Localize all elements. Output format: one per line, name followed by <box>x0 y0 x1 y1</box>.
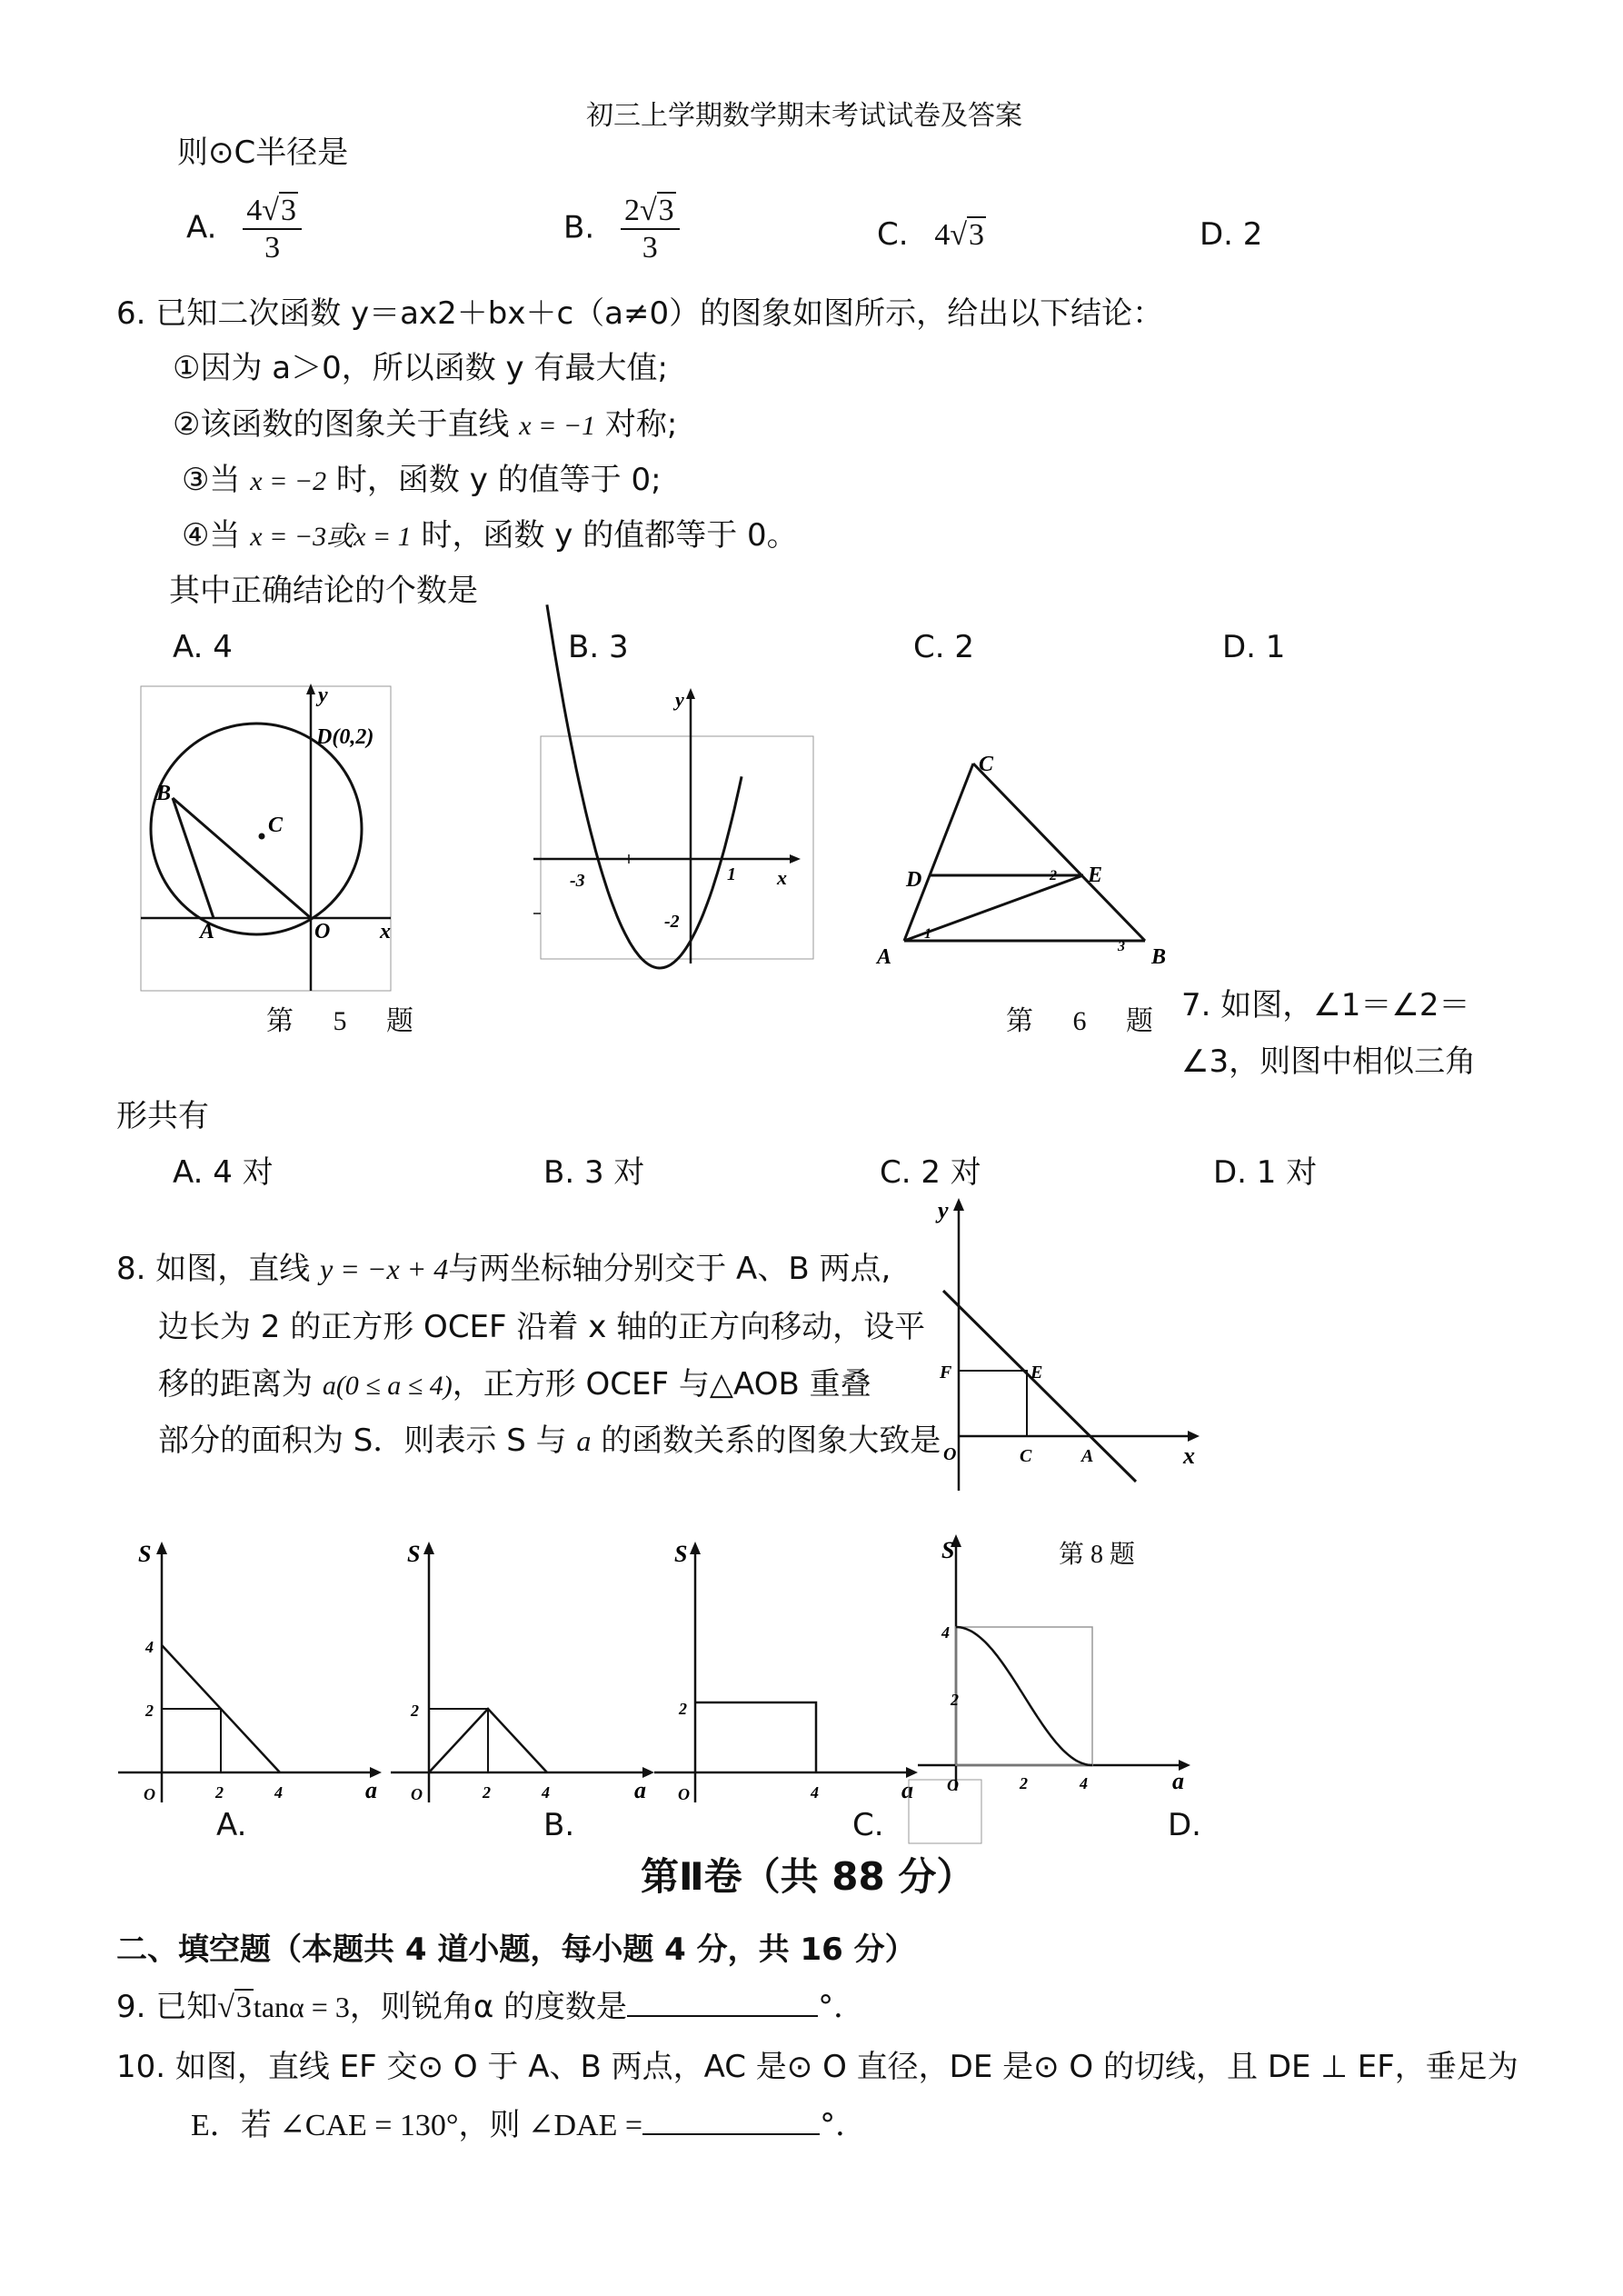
q5-option-d: D. 2 <box>1200 216 1263 253</box>
graph-d-a-label: a <box>1172 1768 1184 1794</box>
q8-option-c: C. <box>852 1807 884 1843</box>
graph-b-a-label: a <box>634 1777 646 1803</box>
q10-line-1: 10. 如图，直线 EF 交⊙ O 于 A、B 两点，AC 是⊙ O 直径，DE 是⊙ O 的切线，且 DE ⊥ EF，垂足为 <box>116 2049 1518 2085</box>
parabola-label-x: x <box>777 866 787 889</box>
page-header: 初三上学期数学期末考试试卷及答案 <box>586 100 1022 132</box>
graph-c-a-label: a <box>901 1777 913 1803</box>
fig5-label-x: x <box>380 920 391 943</box>
graph-b-tick-x4: 4 <box>542 1783 550 1802</box>
q8-line-1: 8. 如图，直线 y = −x + 4与两坐标轴分别交于 A、B 两点, <box>116 1251 891 1287</box>
fig8-label-f: F <box>940 1363 952 1383</box>
parabola-label-1: 1 <box>727 864 736 884</box>
q8-line-3: 移的距离为 a(0 ≤ a ≤ 4)，正方形 OCEF 与△AOB 重叠 <box>158 1366 871 1403</box>
q8-graph-c <box>654 1534 936 1807</box>
figure-5-caption: 第 5 题 <box>266 1006 430 1036</box>
fig6-label-b: B <box>1151 945 1167 969</box>
fig5-label-a: A <box>200 920 215 943</box>
q8-line-2: 边长为 2 的正方形 OCEF 沿着 x 轴的正方向移动，设平 <box>158 1309 926 1345</box>
graph-b-s-label: S <box>407 1541 421 1567</box>
q6-option-b: B. 3 <box>568 629 629 665</box>
graph-c-s-label: S <box>674 1541 688 1567</box>
graph-a-origin: O <box>144 1785 155 1803</box>
q6-conclusion-4: ④当 x = −3或x = 1 时，函数 y 的值都等于 0。 <box>182 517 798 554</box>
graph-c-origin: O <box>678 1785 690 1803</box>
q7-option-a: A. 4 对 <box>173 1154 274 1191</box>
q5-option-a-value: $\frac{4√3}{3}$ <box>243 193 302 265</box>
q7-line-3: 形共有 <box>116 1098 209 1134</box>
figure-8-caption: 第 8 题 <box>1059 1541 1136 1569</box>
fig5-label-b: B <box>156 782 172 805</box>
graph-d-tick-x4: 4 <box>1080 1774 1088 1792</box>
graph-a-tick-y4: 4 <box>145 1638 154 1656</box>
q8-option-b: B. <box>543 1807 575 1843</box>
q6-conclusion-3: ③当 x = −2 时，函数 y 的值等于 0; <box>182 462 662 498</box>
fig8-label-o: O <box>943 1444 957 1464</box>
graph-a-tick-y2: 2 <box>145 1702 154 1720</box>
figure-parabola <box>532 686 822 968</box>
fig8-label-a: A <box>1081 1446 1094 1466</box>
graph-d-origin: O <box>947 1776 959 1794</box>
fig5-label-c: C <box>268 814 284 837</box>
graph-a-s-label: S <box>138 1541 152 1567</box>
fig6-angle-2: 2 <box>1050 868 1057 883</box>
fig5-label-o: O <box>314 920 331 943</box>
q8-graph-d <box>918 1527 1200 1800</box>
fig8-label-y: y <box>938 1197 949 1223</box>
q5-option-b-value: $\frac{2√3}{3}$ <box>621 193 680 265</box>
graph-a-tick-x4: 4 <box>274 1783 283 1802</box>
figure-5-circle <box>136 682 400 1000</box>
q7-option-d: D. 1 对 <box>1213 1154 1318 1191</box>
parabola-label-y: y <box>675 688 684 711</box>
q9-answer-blank[interactable] <box>627 1990 818 2017</box>
graph-b-origin: O <box>411 1785 423 1803</box>
graph-c-tick-x4: 4 <box>811 1783 819 1802</box>
fig5-label-d: D(0,2) <box>316 725 374 749</box>
q10-line-2: E．若 ∠CAE = 130°，则 ∠DAE = °． <box>191 2107 867 2143</box>
q5-stem: 则⊙C半径是 <box>177 135 349 171</box>
q8-graph-b <box>391 1534 663 1807</box>
fig6-label-c: C <box>979 753 994 776</box>
q7-option-c: C. 2 对 <box>880 1154 981 1191</box>
graph-c-tick-y2: 2 <box>679 1700 687 1718</box>
graph-d-curve <box>956 1627 1092 1765</box>
q8-graph-a <box>118 1534 391 1807</box>
fig8-label-e: E <box>1031 1363 1043 1383</box>
q7-line-2: ∠3，则图中相似三角 <box>1181 1043 1477 1080</box>
figure-6-caption: 第 6 题 <box>1006 1006 1170 1036</box>
q5-option-b: B. $\frac{2√3}{3}$ <box>563 193 680 265</box>
fig6-angle-1: 1 <box>924 926 931 942</box>
graph-d-tick-y4: 4 <box>941 1623 950 1642</box>
graph-d-tick-y2: 2 <box>951 1691 959 1709</box>
fig6-label-e: E <box>1088 863 1103 887</box>
q5-options <box>186 193 302 265</box>
q7-option-b: B. 3 对 <box>543 1154 645 1191</box>
q8-option-d: D. <box>1168 1807 1201 1843</box>
q6-question: 其中正确结论的个数是 <box>169 573 478 609</box>
q6-stem: 6. 已知二次函数 y＝ax2＋bx＋c（a≠0）的图象如图所示，给出以下结论： <box>116 295 1164 332</box>
q6-conclusion-1: ①因为 a＞0，所以函数 y 有最大值; <box>173 350 668 386</box>
q10-answer-blank[interactable] <box>642 2108 820 2135</box>
graph-a-a-label: a <box>365 1777 377 1803</box>
q8-line-4: 部分的面积为 S．则表示 S 与 a 的函数关系的图象大致是 <box>158 1423 941 1459</box>
parabola-label-m3: -3 <box>570 871 585 891</box>
q8-option-a: A. <box>216 1807 247 1843</box>
q6-option-c: C. 2 <box>913 629 974 665</box>
q6-conclusion-2: ②该函数的图象关于直线 x = −1 对称; <box>173 406 678 443</box>
fig5-label-y: y <box>318 684 328 707</box>
parabola-label-m2: -2 <box>664 912 680 932</box>
graph-d-tick-x2: 2 <box>1020 1774 1028 1792</box>
q9-text: 9. 已知√3tanα = 3，则锐角α 的度数是 °． <box>116 1989 865 2025</box>
graph-b-tick-y2: 2 <box>411 1702 419 1720</box>
fig6-label-d: D <box>906 868 922 892</box>
graph-a-tick-x2: 2 <box>215 1783 224 1802</box>
fig8-label-x: x <box>1183 1442 1195 1469</box>
q5-option-c: C. 4√3 <box>877 216 985 253</box>
graph-b-tick-x2: 2 <box>483 1783 491 1802</box>
part-2-title: 第Ⅱ卷（共 88 分） <box>641 1854 975 1899</box>
fig6-label-a: A <box>877 945 892 969</box>
graph-d-s-label: S <box>941 1537 955 1563</box>
q7-line-1: 7. 如图，∠1＝∠2＝ <box>1181 987 1470 1023</box>
figure-6-triangle <box>868 745 1186 973</box>
figure-8-square-on-line <box>936 1191 1209 1491</box>
q6-option-a: A. 4 <box>173 629 233 665</box>
fig6-angle-3: 3 <box>1118 939 1125 954</box>
q6-option-d: D. 1 <box>1222 629 1286 665</box>
q5-option-a-label: A. <box>186 209 217 246</box>
fig8-label-c: C <box>1020 1446 1032 1466</box>
section-2-heading: 二、填空题（本题共 4 道小题，每小题 4 分，共 16 分） <box>116 1932 916 1968</box>
